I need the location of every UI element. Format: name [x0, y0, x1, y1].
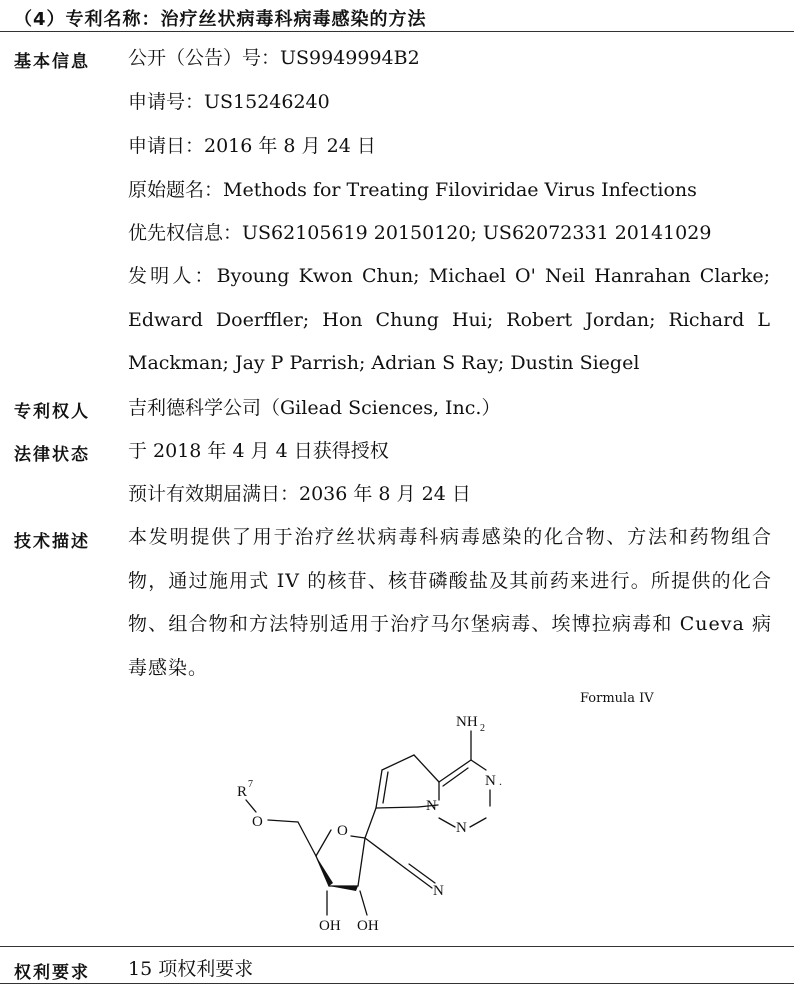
atom-nh2: NH	[456, 714, 478, 730]
atom-r: R	[237, 784, 248, 800]
inventors: 发明人：Byoung Kwon Chun; Michael O' Neil Hanrahan Clarke; Edward Doerffler; Hon Chung Hui; Robert Jordan; Richard L Mackman; Jay P Parrish; Adrian S Ray; Dustin Siegel	[128, 265, 770, 374]
svg-text:.: .	[499, 774, 502, 788]
atom-r-superscript: 7	[248, 779, 253, 790]
tech-desc-text: 本发明提供了用于治疗丝状病毒科病毒感染的化合物、方法和药物组合物，通过施用式 IV 的核苷、核苷磷酸盐及其前药来进行。所提供的化合物、组合物和方法特别适用于治疗马尔堡病毒、埃博拉病毒和 Cueva 病毒感染。	[128, 526, 772, 679]
atom-nh2-subscript: 2	[480, 723, 485, 734]
claims-divider	[0, 946, 794, 947]
application-date: 申请日：2016 年 8 月 24 日	[128, 135, 376, 157]
formula-caption: Formula IV	[580, 691, 654, 706]
grant-date: 于 2018 年 4 月 4 日获得授权	[128, 440, 389, 462]
claims-label: 权利要求	[14, 963, 90, 983]
atom-link-oxygen: O	[252, 814, 263, 830]
application-number: 申请号：US15246240	[128, 91, 330, 113]
patentee-label: 专利权人	[14, 402, 90, 422]
priority-info: 优先权信息：US62105619 20150120; US62072331 20141029	[128, 222, 712, 244]
publication-number: 公开（公告）号：US9949994B2	[128, 47, 420, 69]
legal-status-label: 法律状态	[14, 445, 90, 465]
atom-n3: N	[426, 798, 437, 814]
atom-n1: N	[485, 773, 496, 789]
tech-desc-label: 技术描述	[14, 532, 90, 552]
patentee-value: 吉利德科学公司（Gilead Sciences, Inc.）	[128, 397, 501, 419]
original-title: 原始题名：Methods for Treating Filoviridae Virus Infections	[128, 179, 697, 201]
bottom-divider	[0, 983, 794, 984]
atom-n2: N	[456, 820, 467, 836]
atom-oh-right: OH	[357, 918, 379, 934]
atom-cn-n: N	[433, 883, 444, 899]
expiry-date: 预计有效期届满日：2036 年 8 月 24 日	[128, 483, 471, 505]
atom-oh-left: OH	[319, 918, 341, 934]
top-divider	[0, 31, 794, 32]
atom-ring-oxygen: O	[337, 823, 348, 839]
patent-title: （4）专利名称：治疗丝状病毒科病毒感染的方法	[14, 9, 427, 30]
claims-value: 15 项权利要求	[128, 958, 254, 980]
basic-info-label: 基本信息	[14, 52, 90, 72]
